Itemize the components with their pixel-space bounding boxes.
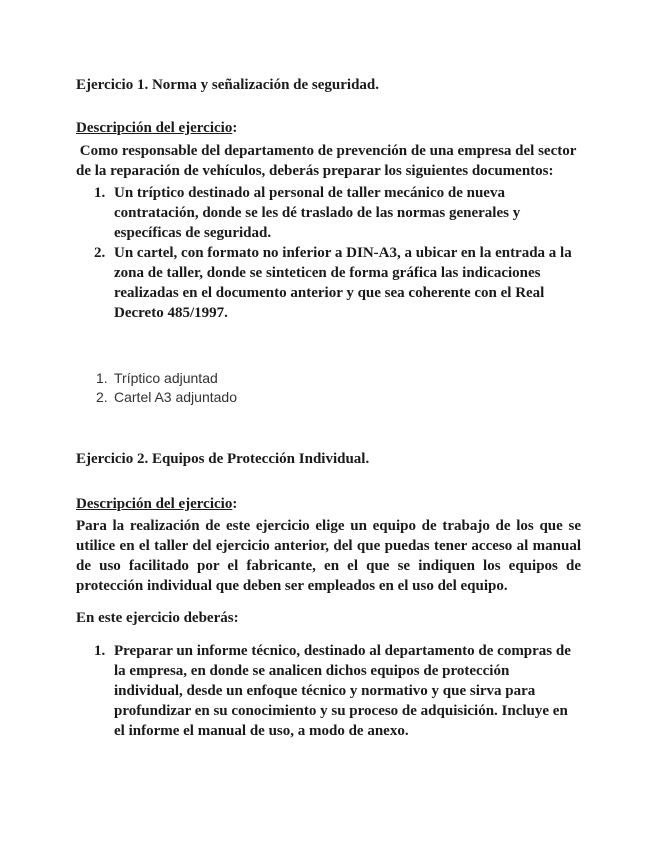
exercise-1-list	[76, 183, 576, 323]
exercise-1-description-colon: :	[232, 120, 238, 136]
exercise-2-intro: Para la realización de este ejercicio elige un equipo de trabajo de los que se utilice en el taller del ejercicio anterior, del que puedas tener acceso al manual de uso facilitado por el fabricante, en el que se indiquen los equipos de protección individual que deben ser empleados en el uso del equipo.	[76, 518, 581, 594]
exercise-2-description-label-text: Descripción del ejercicio	[76, 496, 233, 512]
list-item	[76, 183, 576, 243]
exercise-1-description-label	[76, 118, 237, 138]
attachment-item	[76, 369, 476, 388]
list-item-text: Preparar un informe técnico, destinado al departamento de compras de la empresa, en donde se analicen dichos equipos de protección individual, desde un enfoque técnico y normativo y que sirva para profundizar en su conocimiento y su proceso de adquisición. Incluye en el informe el manual de uso, a modo de anexo.	[114, 643, 571, 739]
attachment-item	[76, 388, 476, 407]
attachment-number: 1.	[96, 370, 108, 386]
exercise-2-list	[76, 641, 576, 741]
attachment-text: Tríptico adjuntad	[114, 370, 218, 386]
attachment-text: Cartel A3 adjuntado	[114, 389, 237, 405]
exercise-2-description-colon: :	[232, 496, 238, 512]
attachment-number: 2.	[96, 389, 108, 405]
exercise-2-title: Ejercicio 2. Equipos de Protección Individual.	[76, 451, 370, 467]
list-item	[76, 641, 576, 741]
list-item-text: Un cartel, con formato no inferior a DIN-A3, a ubicar en la entrada a la zona de taller, donde se sinteticen de forma gráfica las indicaciones realizadas en el documento anterior y que sea coherente con el Real Decreto 485/1997.	[114, 245, 572, 321]
list-item	[76, 243, 576, 323]
list-item-number: 1.	[94, 185, 106, 201]
exercise-1-intro: Como responsable del departamento de prevención de una empresa del sector de la reparación de vehículos, deberás preparar los siguientes documentos:	[76, 143, 580, 179]
exercise-1-title: Ejercicio 1. Norma y señalización de seguridad.	[76, 77, 380, 93]
exercise-1-attachments	[76, 369, 476, 407]
list-item-number: 1.	[94, 643, 106, 659]
exercise-2-description-label	[76, 494, 237, 514]
list-item-text: Un tríptico destinado al personal de taller mecánico de nueva contratación, donde se les dé traslado de las normas generales y específicas de seguridad.	[114, 185, 521, 241]
exercise-2-tasks-label: En este ejercicio deberás:	[76, 610, 239, 626]
list-item-number: 2.	[94, 245, 106, 261]
exercise-1-description-label-text: Descripción del ejercicio	[76, 120, 233, 136]
